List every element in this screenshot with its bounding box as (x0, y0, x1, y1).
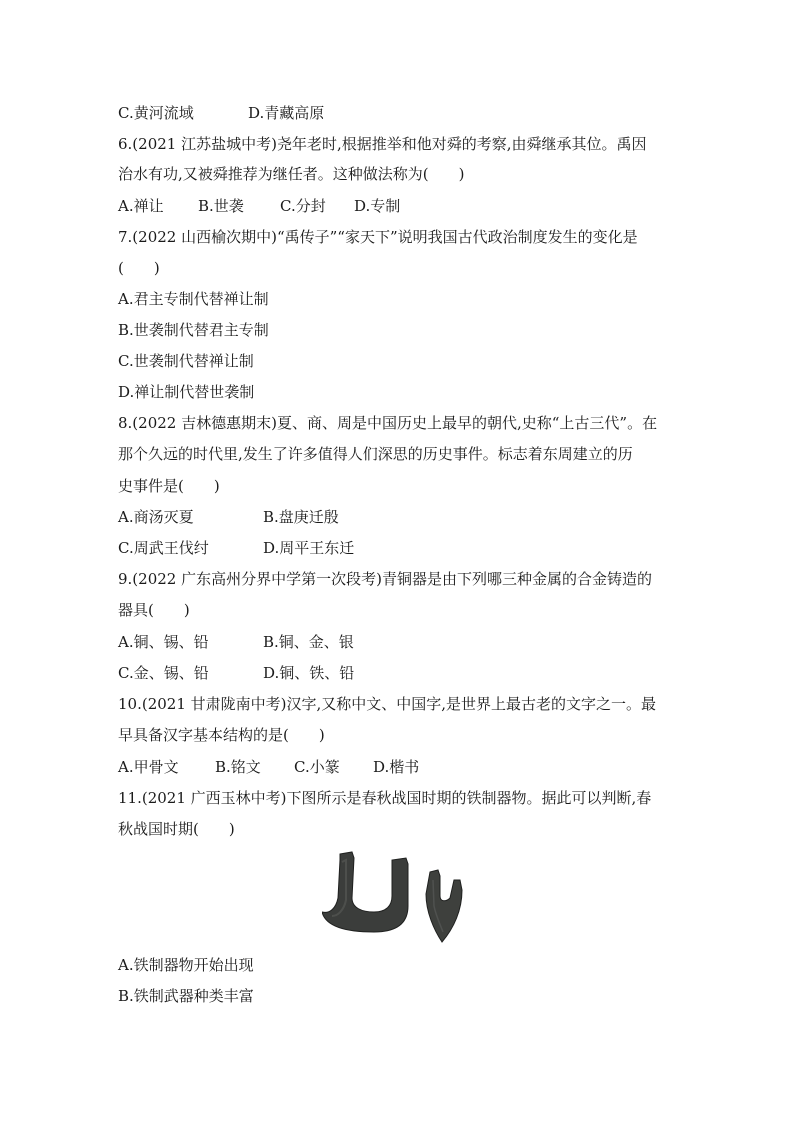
q7-option-a: A.君主专制代替禅让制 (118, 290, 269, 308)
option-a: A.禅让 (118, 197, 164, 215)
q7-option-d: D.禅让制代替世袭制 (118, 383, 255, 401)
option-c: C.分封 (280, 197, 326, 215)
option-d: D.楷书 (373, 758, 420, 776)
q9-stem-line1: 9.(2022 广东高州分界中学第一次段考)青铜器是由下列哪三种金属的合金铸造的 (118, 570, 652, 588)
iron-tools-image (322, 850, 482, 945)
option-c: C.周武王伐纣 (118, 539, 209, 557)
q10-stem-line2: 早具备汉字基本结构的是( ) (118, 726, 325, 744)
option-c: C.小篆 (294, 758, 340, 776)
option-d: D.周平王东迁 (263, 539, 355, 557)
option-d: D.青藏高原 (248, 104, 325, 122)
q11-option-a: A.铁制器物开始出现 (118, 956, 254, 974)
option-a: A.铜、锡、铅 (118, 633, 209, 651)
q10-stem-line1: 10.(2021 甘肃陇南中考)汉字,又称中文、中国字,是世界上最古老的文字之一。最 (118, 695, 657, 713)
q7-option-c: C.世袭制代替禅让制 (118, 352, 254, 370)
q7-stem-line1: 7.(2022 山西榆次期中)“禹传子”“家天下”说明我国古代政治制度发生的变化是 (118, 228, 638, 246)
q7-stem-line2: ( ) (118, 259, 160, 277)
option-a: A.甲骨文 (118, 758, 179, 776)
option-c: C.黄河流域 (118, 104, 194, 122)
q7-option-b: B.世袭制代替君主专制 (118, 321, 269, 339)
q8-stem-line3: 史事件是( ) (118, 477, 220, 495)
q8-stem-line1: 8.(2022 吉林德惠期末)夏、商、周是中国历史上最早的朝代,史称“上古三代”。在 (118, 414, 658, 432)
q9-stem-line2: 器具( ) (118, 601, 190, 619)
q6-stem-line1: 6.(2021 江苏盐城中考)尧年老时,根据推举和他对舜的考察,由舜继承其位。禹因 (118, 135, 647, 153)
q11-stem-line1: 11.(2021 广西玉林中考)下图所示是春秋战国时期的铁制器物。据此可以判断,春 (118, 789, 652, 807)
option-a: A.商汤灭夏 (118, 508, 194, 526)
option-b: B.世袭 (198, 197, 244, 215)
option-d: D.专制 (354, 197, 401, 215)
iron-tools-icon (322, 850, 482, 945)
q8-stem-line2: 那个久远的时代里,发生了许多值得人们深思的历史事件。标志着东周建立的历 (118, 445, 633, 463)
option-d: D.铜、铁、铅 (263, 664, 355, 682)
option-b: B.铭文 (215, 758, 261, 776)
option-b: B.盘庚迁殷 (263, 508, 339, 526)
q11-option-b: B.铁制武器种类丰富 (118, 987, 254, 1005)
option-c: C.金、锡、铅 (118, 664, 209, 682)
q6-stem-line2: 治水有功,又被舜推荐为继任者。这种做法称为( ) (118, 165, 465, 183)
option-b: B.铜、金、银 (263, 633, 354, 651)
q11-stem-line2: 秋战国时期( ) (118, 820, 235, 838)
